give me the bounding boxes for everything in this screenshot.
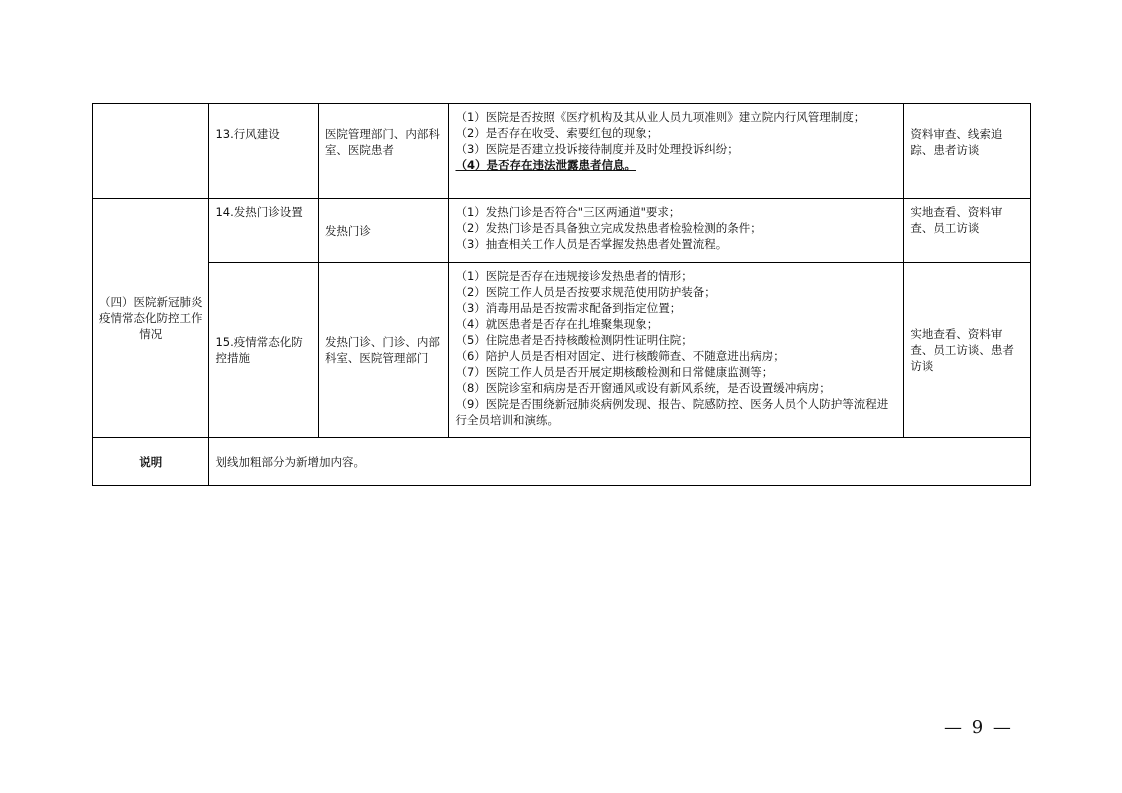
criteria-line: （2）医院工作人员是否按要求规范使用防护装备； — [455, 285, 716, 299]
table-row — [93, 104, 1031, 199]
criteria-line: （1）发热门诊是否符合"三区两通道"要求； — [455, 205, 681, 219]
criteria-line: （7）医院工作人员是否开展定期核酸检测和日常健康监测等； — [455, 365, 774, 379]
criteria-line: （6）陪护人员是否相对固定、进行核酸筛查、不随意进出病房； — [455, 349, 785, 363]
criteria-cell — [449, 263, 904, 438]
item-cell: 15.疫情常态化防控措施 — [209, 263, 318, 438]
criteria-line: （1）医院是否按照《医疗机构及其从业人员九项准则》建立院内行风管理制度； — [455, 110, 866, 124]
table-row — [93, 199, 1031, 263]
department-cell: 发热门诊、门诊、内部科室、医院管理部门 — [318, 263, 449, 438]
criteria-line: （2）发热门诊是否具备独立完成发热患者检验检测的条件； — [455, 221, 762, 235]
item-cell: 13.行风建设 — [209, 104, 318, 199]
criteria-line-new: （4）是否存在违法泄露患者信息。 — [455, 158, 636, 172]
criteria-line: （3）医院是否建立投诉接待制度并及时处理投诉纠纷； — [455, 142, 739, 156]
note-label: 说明 — [93, 438, 209, 486]
criteria-line: （3）消毒用品是否按需求配备到指定位置； — [455, 301, 682, 315]
note-text: 划线加粗部分为新增加内容。 — [209, 438, 1031, 486]
note-row — [93, 438, 1031, 486]
table-row — [93, 263, 1031, 438]
method-cell: 实地查看、资料审查、员工访谈 — [904, 199, 1031, 263]
criteria-line: （8）医院诊室和病房是否开窗通风或设有新风系统，是否设置缓冲病房； — [455, 381, 831, 395]
inspection-table — [92, 103, 1031, 486]
page-number: — 9 — — [944, 717, 1013, 738]
criteria-line: （5）住院患者是否持核酸检测阴性证明住院； — [455, 333, 693, 347]
criteria-cell — [449, 104, 904, 199]
criteria-line: （9）医院是否围绕新冠肺炎病例发现、报告、院感防控、医务人员个人防护等流程进行全员培训和演练。 — [455, 397, 889, 427]
method-cell: 资料审查、线索追踪、患者访谈 — [904, 104, 1031, 199]
department-cell: 发热门诊 — [318, 199, 449, 263]
criteria-line: （2）是否存在收受、索要红包的现象； — [455, 126, 659, 140]
category-cell-empty — [93, 104, 209, 199]
item-cell: 14.发热门诊设置 — [209, 199, 318, 263]
category-cell: （四）医院新冠肺炎疫情常态化防控工作情况 — [93, 199, 209, 438]
criteria-line: （3）抽查相关工作人员是否掌握发热患者处置流程。 — [455, 237, 728, 251]
criteria-cell — [449, 199, 904, 263]
method-cell: 实地查看、资料审查、员工访谈、患者访谈 — [904, 263, 1031, 438]
department-cell: 医院管理部门、内部科室、医院患者 — [318, 104, 449, 199]
criteria-line: （4）就医患者是否存在扎堆聚集现象； — [455, 317, 659, 331]
criteria-line: （1）医院是否存在违规接诊发热患者的情形； — [455, 269, 693, 283]
